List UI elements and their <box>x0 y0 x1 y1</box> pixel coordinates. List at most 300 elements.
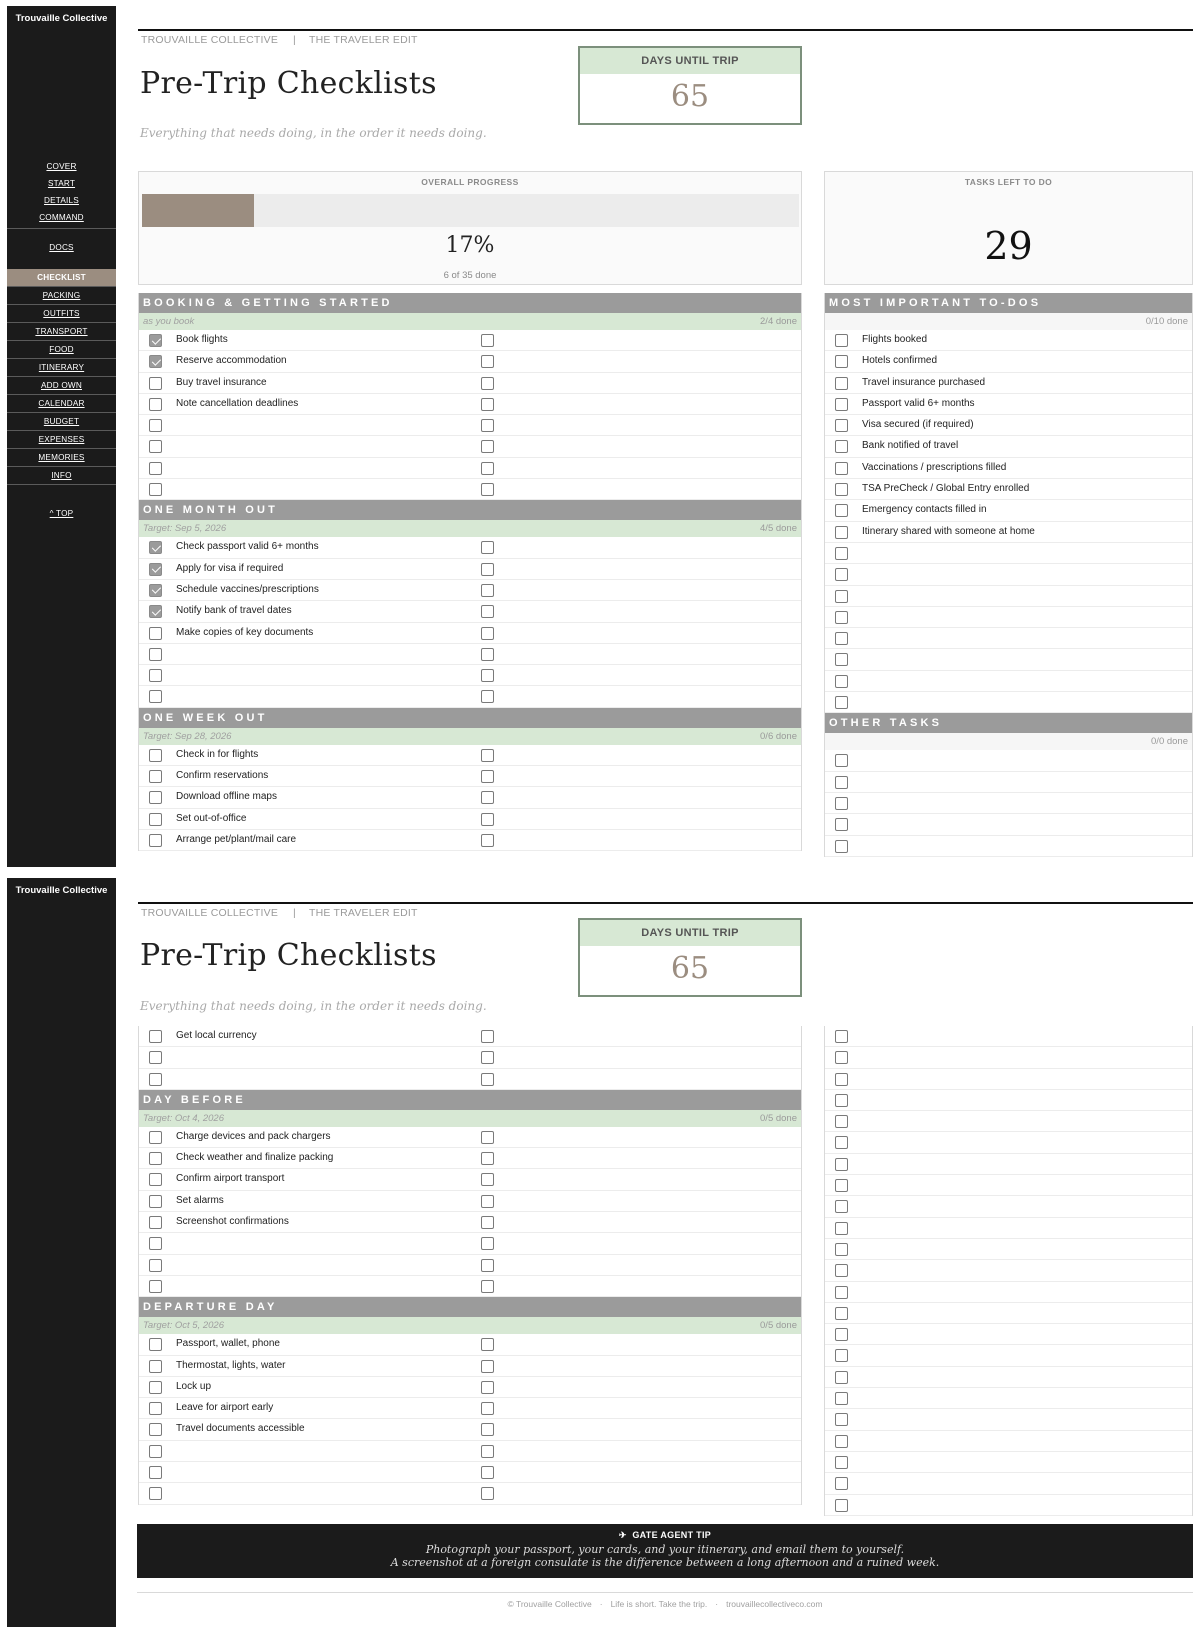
secondary-checkbox[interactable] <box>481 791 494 804</box>
left-checklist-column <box>138 1026 802 1505</box>
task-label: Thermostat, lights, water <box>176 1359 286 1371</box>
task-checkbox[interactable] <box>149 648 162 661</box>
task-checkbox[interactable] <box>835 1264 848 1277</box>
task-checkbox[interactable] <box>149 1152 162 1165</box>
checklist-row <box>825 351 1192 372</box>
secondary-checkbox[interactable] <box>481 1073 494 1086</box>
checklist-row <box>825 479 1192 500</box>
checklist-page-2 <box>0 872 1200 1627</box>
checklist-row <box>825 586 1192 607</box>
task-checkbox[interactable] <box>149 541 162 554</box>
secondary-checkbox[interactable] <box>481 334 494 347</box>
task-checkbox[interactable] <box>835 1349 848 1362</box>
secondary-checkbox[interactable] <box>481 584 494 597</box>
checklist-row <box>139 1047 801 1068</box>
secondary-checkbox[interactable] <box>481 355 494 368</box>
task-checkbox[interactable] <box>835 1051 848 1064</box>
checklist-row <box>139 1026 801 1047</box>
task-checkbox[interactable] <box>835 818 848 831</box>
task-checkbox[interactable] <box>835 1477 848 1490</box>
secondary-checkbox[interactable] <box>481 1051 494 1064</box>
task-checkbox[interactable] <box>835 840 848 853</box>
task-checkbox[interactable] <box>149 1445 162 1458</box>
task-label: Leave for airport early <box>176 1402 274 1414</box>
checklist-row <box>139 1276 801 1297</box>
task-label: Reserve accommodation <box>176 355 287 367</box>
section-other-tasks-continued <box>825 1026 1192 1516</box>
task-checkbox[interactable] <box>149 605 162 618</box>
task-checkbox[interactable] <box>835 1243 848 1256</box>
tip-line-2: A screenshot at a foreign consulate is the difference between a long afternoon and a ruined week. <box>390 1556 940 1569</box>
checklist-row <box>139 644 801 665</box>
secondary-checkbox[interactable] <box>481 1360 494 1373</box>
checklist-row <box>139 1334 801 1355</box>
checklist-row <box>825 793 1192 814</box>
section-one-week-out <box>139 708 801 851</box>
secondary-checkbox[interactable] <box>481 1423 494 1436</box>
task-checkbox[interactable] <box>149 398 162 411</box>
secondary-checkbox[interactable] <box>481 1381 494 1394</box>
section-title: MOST IMPORTANT TO-DOS <box>825 293 1192 313</box>
checklist-row <box>139 1356 801 1377</box>
task-label: Charge devices and pack chargers <box>176 1130 331 1142</box>
checklist-row <box>825 1111 1192 1132</box>
sidebar-item-checklist[interactable]: CHECKLIST <box>7 269 116 286</box>
sidebar-item-memories[interactable]: MEMORIES <box>38 453 85 462</box>
back-to-top-link[interactable]: ^ TOP <box>49 509 74 518</box>
task-checkbox[interactable] <box>149 1338 162 1351</box>
checklist-row <box>825 1090 1192 1111</box>
task-label: Hotels confirmed <box>862 355 938 367</box>
checklist-row <box>825 543 1192 564</box>
task-checkbox[interactable] <box>149 749 162 762</box>
task-checkbox[interactable] <box>835 377 848 390</box>
task-label: Confirm reservations <box>176 770 269 782</box>
sidebar-item-cover[interactable]: COVER <box>46 162 77 171</box>
checklist-row <box>825 1154 1192 1175</box>
task-checkbox[interactable] <box>835 547 848 560</box>
task-checkbox[interactable] <box>149 669 162 682</box>
secondary-checkbox[interactable] <box>481 541 494 554</box>
sidebar-item-command[interactable]: COMMAND <box>39 213 84 222</box>
task-checkbox[interactable] <box>835 1328 848 1341</box>
task-checkbox[interactable] <box>149 770 162 783</box>
footer-dot: · <box>715 1599 719 1609</box>
task-label: Make copies of key documents <box>176 626 314 638</box>
section-done-count: 2/4 done <box>760 316 797 327</box>
days-until-trip-card <box>578 918 802 997</box>
tasks-left-card <box>824 171 1193 285</box>
section-done-count: 0/5 done <box>760 1112 797 1124</box>
breadcrumb <box>141 34 418 46</box>
secondary-checkbox[interactable] <box>481 1338 494 1351</box>
section-done-count: 0/0 done <box>1151 736 1188 748</box>
days-until-trip-label: DAYS UNTIL TRIP <box>580 48 800 74</box>
checklist-row <box>825 373 1192 394</box>
secondary-checkbox[interactable] <box>481 669 494 682</box>
secondary-checkbox[interactable] <box>481 483 494 496</box>
checklist-row <box>139 787 801 808</box>
task-label: Check passport valid 6+ months <box>176 541 319 553</box>
checklist-row <box>825 1218 1192 1239</box>
task-checkbox[interactable] <box>149 627 162 640</box>
task-checkbox[interactable] <box>149 1131 162 1144</box>
task-checkbox[interactable] <box>149 1073 162 1086</box>
checklist-row <box>139 745 801 766</box>
task-checkbox[interactable] <box>149 1030 162 1043</box>
task-checkbox[interactable] <box>835 696 848 709</box>
task-checkbox[interactable] <box>835 526 848 539</box>
checklist-row <box>139 601 801 622</box>
secondary-checkbox[interactable] <box>481 770 494 783</box>
task-checkbox[interactable] <box>835 1392 848 1405</box>
task-checkbox[interactable] <box>835 462 848 475</box>
secondary-checkbox[interactable] <box>481 605 494 618</box>
days-until-trip-label: DAYS UNTIL TRIP <box>580 920 800 946</box>
section-departure-day <box>139 1297 801 1504</box>
task-checkbox[interactable] <box>149 334 162 347</box>
secondary-checkbox[interactable] <box>481 1237 494 1250</box>
section-title: BOOKING & GETTING STARTED <box>139 293 801 313</box>
section-subheader <box>825 313 1192 330</box>
section-title: DAY BEFORE <box>139 1090 801 1110</box>
task-checkbox[interactable] <box>835 1222 848 1235</box>
footer-url[interactable]: trouvaillecollectiveco.com <box>726 1599 823 1609</box>
nav-divider <box>7 484 116 485</box>
crumb-brand[interactable]: TROUVAILLE COLLECTIVE <box>141 907 279 919</box>
secondary-checkbox[interactable] <box>481 377 494 390</box>
task-checkbox[interactable] <box>149 690 162 703</box>
sidebar-item-docs[interactable]: DOCS <box>49 243 74 252</box>
checklist-row <box>139 1191 801 1212</box>
secondary-checkbox[interactable] <box>481 1466 494 1479</box>
checklist-row <box>825 1132 1192 1153</box>
secondary-checkbox[interactable] <box>481 1216 494 1229</box>
crumb-brand[interactable]: TROUVAILLE COLLECTIVE <box>141 34 279 46</box>
section-title: ONE MONTH OUT <box>139 500 801 520</box>
sidebar-item-info[interactable]: INFO <box>51 471 72 480</box>
checklist-row <box>825 814 1192 835</box>
airplane-icon: ✈ <box>618 1530 627 1540</box>
checklist-row <box>139 1377 801 1398</box>
checklist-row <box>825 692 1192 713</box>
section-most-important <box>825 293 1192 713</box>
checklist-row <box>825 436 1192 457</box>
section-title: ONE WEEK OUT <box>139 708 801 728</box>
task-checkbox[interactable] <box>149 1402 162 1415</box>
checklist-row <box>139 1127 801 1148</box>
checklist-row <box>139 1462 801 1483</box>
days-until-trip-value: 65 <box>670 951 710 986</box>
overall-progress-card <box>138 171 802 285</box>
section-done-count: 4/5 done <box>760 523 797 535</box>
footer-copyright: © Trouvaille Collective <box>507 1599 592 1609</box>
page-subtitle: Everything that needs doing, in the order it needs doing. <box>140 999 487 1013</box>
gate-agent-tip <box>137 1524 1193 1578</box>
tip-line-1: Photograph your passport, your cards, and your itinerary, and email them to yourself. <box>425 1543 905 1556</box>
task-checkbox[interactable] <box>149 1173 162 1186</box>
header-rule <box>138 29 1193 31</box>
secondary-checkbox[interactable] <box>481 440 494 453</box>
header-rule <box>138 902 1193 904</box>
task-checkbox[interactable] <box>835 398 848 411</box>
secondary-checkbox[interactable] <box>481 1445 494 1458</box>
task-label: TSA PreCheck / Global Entry enrolled <box>862 483 1030 495</box>
task-checkbox[interactable] <box>835 1499 848 1512</box>
task-checkbox[interactable] <box>835 1030 848 1043</box>
secondary-checkbox[interactable] <box>481 1030 494 1043</box>
task-checkbox[interactable] <box>835 797 848 810</box>
task-checkbox[interactable] <box>149 1237 162 1250</box>
sidebar-item-outfits[interactable]: OUTFITS <box>43 309 80 318</box>
sidebar-item-add-own[interactable]: ADD OWN <box>41 381 82 390</box>
secondary-checkbox[interactable] <box>481 1402 494 1415</box>
task-checkbox[interactable] <box>835 1307 848 1320</box>
secondary-checkbox[interactable] <box>481 462 494 475</box>
checklist-row <box>825 772 1192 793</box>
crumb-edit[interactable]: THE TRAVELER EDIT <box>308 907 418 919</box>
secondary-checkbox[interactable] <box>481 1173 494 1186</box>
sidebar-nav <box>7 158 116 518</box>
task-checkbox[interactable] <box>149 1216 162 1229</box>
task-label: Book flights <box>176 334 228 345</box>
task-checkbox[interactable] <box>149 355 162 368</box>
progress-bar-fill <box>142 194 254 227</box>
task-checkbox[interactable] <box>835 334 848 347</box>
task-checkbox[interactable] <box>835 1179 848 1192</box>
secondary-checkbox[interactable] <box>481 834 494 847</box>
sidebar-item-packing[interactable]: PACKING <box>42 291 81 300</box>
checklist-row <box>825 1409 1192 1430</box>
checklist-row <box>825 1473 1192 1494</box>
task-checkbox[interactable] <box>149 440 162 453</box>
checklist-row <box>825 649 1192 670</box>
checklist-row <box>139 665 801 686</box>
secondary-checkbox[interactable] <box>481 1131 494 1144</box>
crumb-separator: | <box>293 907 296 919</box>
right-checklist-column <box>824 1026 1193 1516</box>
task-checkbox[interactable] <box>835 754 848 767</box>
secondary-checkbox[interactable] <box>481 1487 494 1500</box>
checklist-row <box>139 415 801 436</box>
checklist-row <box>825 1282 1192 1303</box>
sidebar-item-food[interactable]: FOOD <box>49 345 74 354</box>
task-label: Flights booked <box>862 334 928 345</box>
task-label: Screenshot confirmations <box>176 1216 289 1228</box>
section-done-count: 0/5 done <box>760 1320 797 1332</box>
task-checkbox[interactable] <box>835 611 848 624</box>
task-checkbox[interactable] <box>835 568 848 581</box>
checklist-row <box>825 1239 1192 1260</box>
task-checkbox[interactable] <box>149 1051 162 1064</box>
sidebar-item-calendar[interactable]: CALENDAR <box>38 399 85 408</box>
tip-heading-text: GATE AGENT TIP <box>632 1530 712 1540</box>
checklist-row <box>825 564 1192 585</box>
secondary-checkbox[interactable] <box>481 1280 494 1293</box>
task-checkbox[interactable] <box>149 419 162 432</box>
breadcrumb <box>141 907 418 919</box>
checklist-row <box>139 1441 801 1462</box>
task-checkbox[interactable] <box>149 1195 162 1208</box>
sidebar-item-itinerary[interactable]: ITINERARY <box>38 363 85 372</box>
task-checkbox[interactable] <box>835 504 848 517</box>
task-checkbox[interactable] <box>149 834 162 847</box>
task-label: Buy travel insurance <box>176 376 267 388</box>
checklist-row <box>825 1175 1192 1196</box>
sidebar <box>7 6 116 867</box>
task-checkbox[interactable] <box>835 419 848 432</box>
secondary-checkbox[interactable] <box>481 398 494 411</box>
task-checkbox[interactable] <box>835 1200 848 1213</box>
task-checkbox[interactable] <box>149 1423 162 1436</box>
checklist-row <box>825 394 1192 415</box>
task-checkbox[interactable] <box>149 813 162 826</box>
section-one-week-out-continued <box>139 1026 801 1090</box>
task-label: Set alarms <box>176 1194 224 1206</box>
section-target: Target: Oct 4, 2026 <box>143 1112 224 1124</box>
task-label: Arrange pet/plant/mail care <box>176 833 297 845</box>
checklist-row <box>139 1169 801 1190</box>
checklist-row <box>825 458 1192 479</box>
tip-heading <box>137 1530 1193 1541</box>
task-checkbox[interactable] <box>149 462 162 475</box>
task-label: Vaccinations / prescriptions filled <box>862 461 1007 473</box>
checklist-row <box>139 686 801 707</box>
task-checkbox[interactable] <box>149 483 162 496</box>
task-checkbox[interactable] <box>149 584 162 597</box>
checklist-row <box>825 1047 1192 1068</box>
checklist-row <box>139 373 801 394</box>
checklist-row <box>825 1069 1192 1090</box>
progress-percent: 17% <box>445 233 495 258</box>
checklist-row <box>139 479 801 500</box>
task-checkbox[interactable] <box>835 1094 848 1107</box>
progress-count: 6 of 35 done <box>443 270 497 281</box>
brand-name: Trouvaille Collective <box>15 13 108 24</box>
section-other-tasks <box>825 713 1192 856</box>
days-until-trip-card <box>578 46 802 125</box>
section-target: as you book <box>143 316 195 327</box>
section-one-month-out <box>139 500 801 707</box>
checklist-row <box>825 1303 1192 1324</box>
task-checkbox[interactable] <box>835 590 848 603</box>
task-checkbox[interactable] <box>835 355 848 368</box>
secondary-checkbox[interactable] <box>481 1152 494 1165</box>
sidebar-item-details[interactable]: DETAILS <box>44 196 79 205</box>
task-checkbox[interactable] <box>835 1435 848 1448</box>
secondary-checkbox[interactable] <box>481 690 494 703</box>
page-title: Pre-Trip Checklists <box>140 938 437 973</box>
task-checkbox[interactable] <box>835 1073 848 1086</box>
page-subtitle: Everything that needs doing, in the order it needs doing. <box>140 126 487 140</box>
checklist-row <box>139 1212 801 1233</box>
checklist-row <box>139 1255 801 1276</box>
task-checkbox[interactable] <box>149 1360 162 1373</box>
task-checkbox[interactable] <box>149 377 162 390</box>
task-checkbox[interactable] <box>149 791 162 804</box>
section-target: Target: Sep 28, 2026 <box>143 730 232 742</box>
secondary-checkbox[interactable] <box>481 813 494 826</box>
sidebar-item-expenses[interactable]: EXPENSES <box>38 435 85 444</box>
section-subheader <box>139 728 801 745</box>
task-checkbox[interactable] <box>835 1115 848 1128</box>
footer-rule <box>137 1592 1193 1593</box>
left-checklist-column <box>138 293 802 851</box>
task-checkbox[interactable] <box>835 1371 848 1384</box>
task-checkbox[interactable] <box>835 1413 848 1426</box>
checklist-row <box>139 394 801 415</box>
task-checkbox[interactable] <box>149 1259 162 1272</box>
secondary-checkbox[interactable] <box>481 749 494 762</box>
task-checkbox[interactable] <box>835 483 848 496</box>
task-checkbox[interactable] <box>835 675 848 688</box>
secondary-checkbox[interactable] <box>481 563 494 576</box>
secondary-checkbox[interactable] <box>481 1195 494 1208</box>
task-checkbox[interactable] <box>835 653 848 666</box>
task-checkbox[interactable] <box>149 563 162 576</box>
task-checkbox[interactable] <box>835 1136 848 1149</box>
task-label: Check weather and finalize packing <box>176 1152 334 1164</box>
sidebar-item-transport[interactable]: TRANSPORT <box>35 327 88 336</box>
checklist-row <box>825 1388 1192 1409</box>
checklist-row <box>139 809 801 830</box>
task-label: Confirm airport transport <box>176 1173 285 1185</box>
tasks-left-value: 29 <box>984 224 1033 268</box>
nav-spacer <box>7 256 116 269</box>
task-checkbox[interactable] <box>149 1381 162 1394</box>
section-done-count: 0/6 done <box>760 730 797 742</box>
section-target: Target: Sep 5, 2026 <box>143 523 227 535</box>
task-label: Set out-of-office <box>176 812 247 824</box>
task-label: Notify bank of travel dates <box>176 605 292 617</box>
section-subheader <box>139 1317 801 1334</box>
task-checkbox[interactable] <box>835 1158 848 1171</box>
checklist-row <box>139 1233 801 1254</box>
overall-progress-label: OVERALL PROGRESS <box>421 177 519 187</box>
task-label: Visa secured (if required) <box>862 419 974 431</box>
secondary-checkbox[interactable] <box>481 648 494 661</box>
task-label: Apply for visa if required <box>176 562 284 574</box>
sidebar-item-budget[interactable]: BUDGET <box>43 417 80 426</box>
checklist-row <box>139 436 801 457</box>
brand-name: Trouvaille Collective <box>15 885 108 896</box>
task-checkbox[interactable] <box>835 1456 848 1469</box>
task-checkbox[interactable] <box>835 776 848 789</box>
sidebar-item-start[interactable]: START <box>47 179 76 188</box>
section-target: Target: Oct 5, 2026 <box>143 1320 224 1332</box>
footer-tagline: Life is short. Take the trip. <box>610 1599 708 1609</box>
task-checkbox[interactable] <box>835 632 848 645</box>
task-label: Lock up <box>176 1380 212 1392</box>
section-booking <box>139 293 801 500</box>
checklist-row <box>139 537 801 558</box>
crumb-edit[interactable]: THE TRAVELER EDIT <box>308 34 418 46</box>
section-title: OTHER TASKS <box>825 713 1192 733</box>
checklist-row <box>139 1398 801 1419</box>
task-checkbox[interactable] <box>149 1487 162 1500</box>
task-label: Get local currency <box>176 1030 257 1041</box>
task-checkbox[interactable] <box>835 440 848 453</box>
task-checkbox[interactable] <box>149 1466 162 1479</box>
secondary-checkbox[interactable] <box>481 1259 494 1272</box>
checklist-row <box>139 580 801 601</box>
checklist-row <box>825 1324 1192 1345</box>
secondary-checkbox[interactable] <box>481 419 494 432</box>
secondary-checkbox[interactable] <box>481 627 494 640</box>
task-checkbox[interactable] <box>149 1280 162 1293</box>
checklist-row <box>825 607 1192 628</box>
task-checkbox[interactable] <box>835 1286 848 1299</box>
